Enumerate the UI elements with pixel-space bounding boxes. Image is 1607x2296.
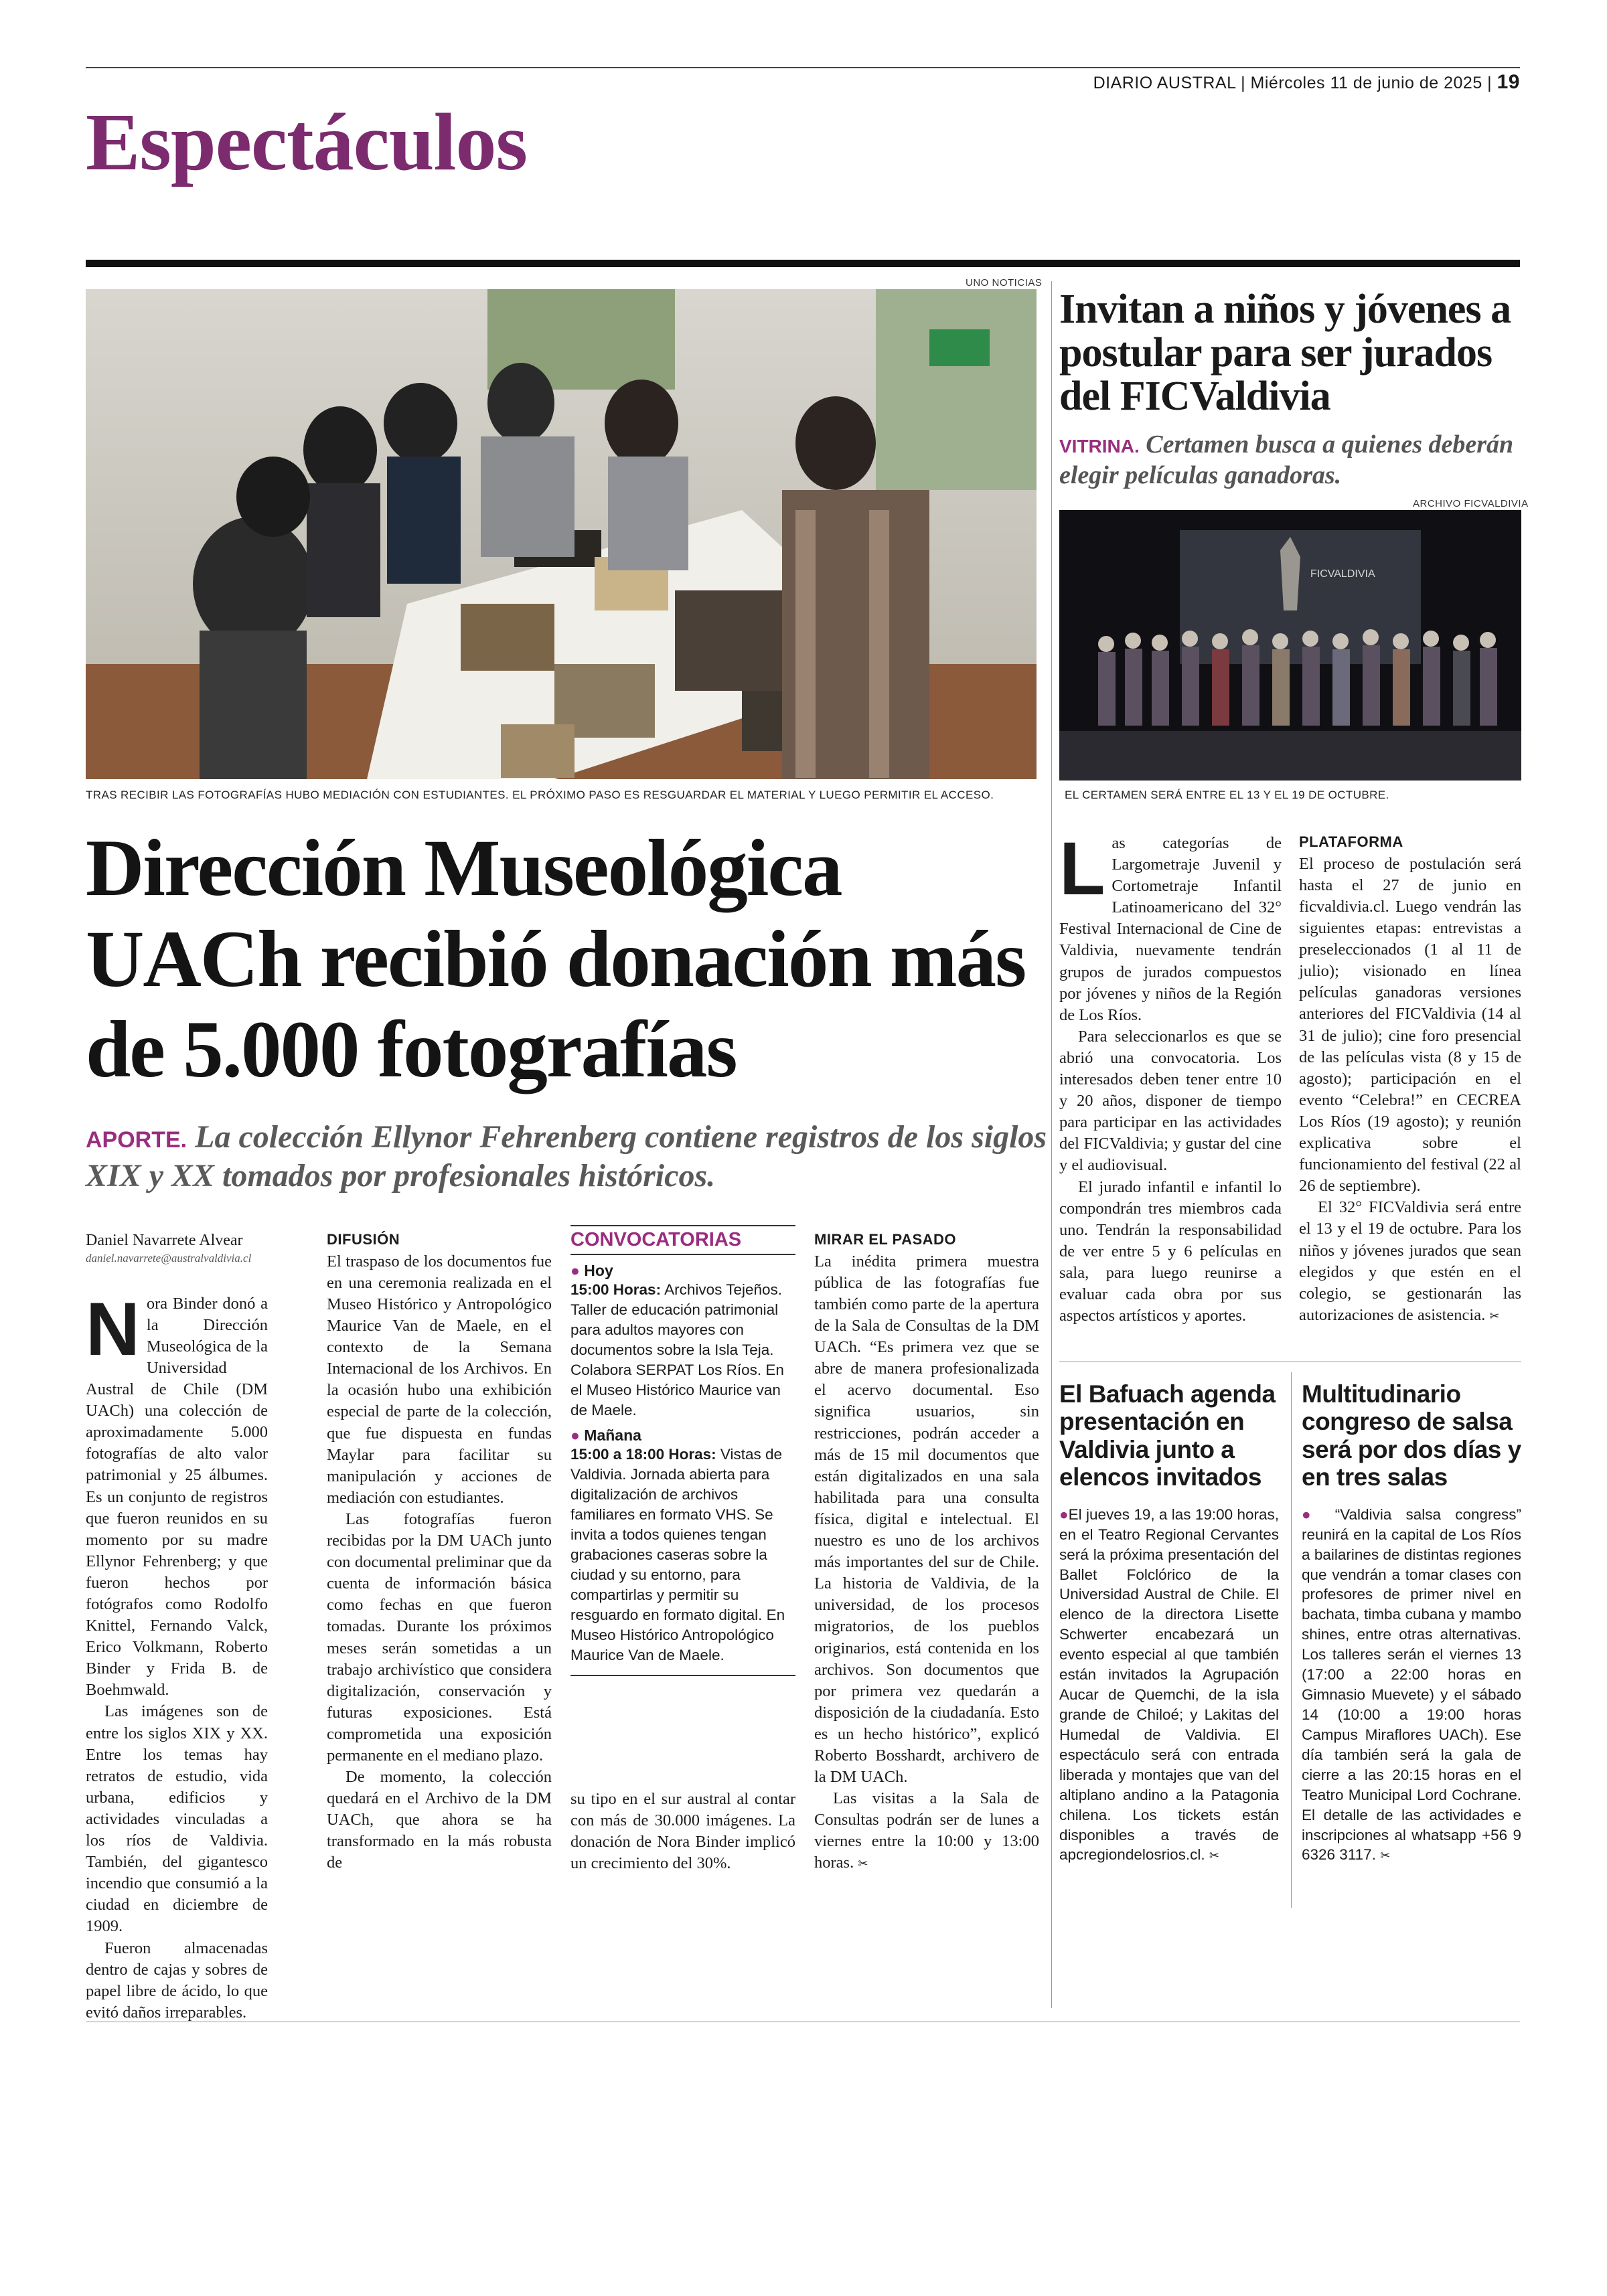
convocatorias-title: CONVOCATORIAS (570, 1225, 795, 1255)
fic-headline: Invitan a niños y jóvenes a postular para ser jurados del FICValdivia (1059, 286, 1511, 420)
main-headline: Dirección Museológica UACh recibió donación más de 5.000 fotografías (86, 823, 1026, 1095)
conv-day-tomorrow: ● Mañana (570, 1426, 641, 1445)
fic-deck: VITRINA. Certamen busca a quienes deberán elegir películas ganadoras. (1059, 430, 1514, 489)
main-lead-paragraph: Nora Binder donó a la Dirección Museológica de la Universidad Austral de Chile (DM UACh) una colección de aproximadamente 5.000 fotografías de alto valor patrimonial y 25 álbumes. Es un conjunto de registros que fueron reunidos en su momento por su madre Ellynor Fehrenberg; y que fueron hechos por fotógrafos como Rodolfo Knittel, Fernando Valck, Erico Volkmann, Roberto Binder y Frida B. de Boehmwald. (86, 1287, 268, 1700)
fic-paragraph-5: El 32° FICValdivia será entre el 13 y el 19 de octubre. Para los niños y jóvenes jurados que sean elegidos y que estén en el colegio, se gestionarán las autorizaciones de asistencia. ✂ (1299, 1198, 1521, 1324)
salsa-end-mark-icon: ✂ (1380, 1849, 1391, 1864)
author-email: daniel.navarrete@australvaldivia.cl (86, 1252, 252, 1265)
main-paragraph-8: La inédita primera muestra pública de las fotografías fue también como parte de la apertura de la Sala de Consultas de la DM UACh. “Es primera vez que se abre de manera profesionalizada el acervo documental. Eso significa usuarios, sin restricciones, podrán acceder a más de 15 mil documentos que están digitalizados en una sala habilitada para una consulta física, digital e intelectual. El nuestro es uno de los archivos más importantes del sur de Chile. La historia de Valdivia, de la universidad, de los procesos migratorios, de los pueblos originarios, está contenida en los archivos. Son documentos que por primera vez quedarán a disposición de la ciudadanía. Esto es un hecho histórico”, explicó Roberto Bosshardt, archivero de la DM UACh. (814, 1252, 1039, 1787)
main-paragraph-2: Las imágenes son de entre los siglos XIX y XX. Entre los temas hay retratos de estudio, vida urbana, edificios y actividades vinculadas a los ríos de Valdivia. También, del gigantesco incendio que consumió a la ciudad en diciembre de 1909. (86, 1702, 268, 1936)
section-title: Espectáculos (86, 97, 527, 187)
fic-paragraph-3: El jurado infantil e infantil lo compondrán tres miembros cada uno. Tendrán la responsabilidad de ver entre 5 y 6 películas en sala, para luego reunirse a evaluar cada obra por sus aspectos artísticos y aportes. (1059, 1177, 1282, 1325)
subhead-plataforma: PLATAFORMA (1299, 833, 1403, 850)
main-deck (86, 1118, 1050, 1195)
fic-paragraph-4: El proceso de postulación será hasta el 27 de junio en ficvaldivia.cl. Luego vendrán las siguientes etapas: entrevistas a preseleccionados (1 al 11 de julio); visionado en línea películas ganadoras versiones anteriores del FICValdivia (14 al 31 de julio); cine foro presencial de las películas vista (8 y 15 de agosto); participación en el evento “Celebra!” en CECREA Los Ríos (19 agosto); y reunión explicativa sobre el funcionamiento del festival (22 al 26 de septiembre). (1299, 854, 1521, 1196)
fic-dropcap: L (1059, 827, 1105, 910)
conv-event-2: 15:00 a 18:00 Horas: Vistas de Valdivia. Jornada abierta para digitalización de archivos familiares en formato VHS. Se invita a todos quienes tengan grabaciones caseras sobre la ciudad y su entorno, para compartirlas y permitir su resguardo en formato digital. En Museo Histórico Antropológico Maurice Van de Maele. (570, 1446, 785, 1663)
fic-kicker: VITRINA. (1059, 436, 1140, 457)
salsa-text: ● “Valdivia salsa congress” reunirá en la capital de Los Ríos a bailarines de distintas regiones que vendrán a tomar clases con profesores de primer nivel en bachata, timba cubana y mambo shines, entre otras alternativas. Los talleres serán el viernes 13 (17:00 a 22:00 horas en Gimnasio Muevete) y el sábado 14 (10:00 a 19:00 horas Campus Miraflores UACh). Ese día también será la gala de cierre a las 20:15 horas en el Teatro Municipal Lord Cochrane. El detalle de las actividades e inscripciones al whatsapp +56 9 6326 3117. ✂ (1302, 1505, 1522, 1864)
fic-column-1 (1059, 827, 1282, 1327)
main-paragraph-6: De momento, la colección quedará en el Archivo de la DM UACh, que ahora se ha transformado en la más robusta de (327, 1768, 552, 1872)
convocatorias-box (570, 1225, 795, 1676)
bafuach-brief (1059, 1380, 1279, 1865)
conv-event-1: 15:00 Horas: Archivos Tejeños. Taller de educación patrimonial para adultos mayores con documentos sobre la Isla Teja. Colabora SERPAT Los Ríos. En el Museo Histórico Maurice van de Maele. (570, 1281, 784, 1418)
main-paragraph-5: Las fotografías fueron recibidas por la DM UACh junto con documental preliminar que da cuenta de información básica como fechas en que fueron tomadas. Durante los próximos meses serán sometidas a un trabajo archivístico que considera digitalización, conservación y futuras exposiciones. Está comprometida una exposición permanente en el mediano plazo. (327, 1509, 552, 1765)
main-paragraph-4: El traspaso de los documentos fue en una ceremonia realizada en el Museo Histórico y Antropológico Maurice Van de Maele, en el contexto de la Semana Internacional de los Archivos. En la ocasión hubo una exhibición especial de parte de la colección, que fue dispuesta en fundas Maylar para facilitar su manipulación y acciones de mediación con estudiantes. (327, 1252, 552, 1507)
bafuach-end-mark-icon: ✂ (1209, 1849, 1219, 1864)
bafuach-text: ●El jueves 19, a las 19:00 horas, en el Teatro Regional Cervantes será la próxima presentación del Ballet Folclórico de la Universidad Austral de Chile. El elenco de la directora Lisette Schwerter encabezará un evento especial al que también están invitados la Agrupación Aucar de Quemchi, de la isla grande de Chiloé; y Lakitas del Humedal de Valdivia. El espectáculo será con entrada liberada y montajes que van del altiplano andino a la Patagonia chilena. Los tickets están disponibles a través de apcregiondelosrios.cl. ✂ (1059, 1505, 1279, 1864)
main-paragraph-9: Las visitas a la Sala de Consultas podrán ser de lunes a viernes entre la 10:00 y 13:00 horas. ✂ (814, 1789, 1039, 1872)
subhead-mirar: MIRAR EL PASADO (814, 1231, 957, 1248)
masthead: DIARIO AUSTRAL | Miércoles 11 de junio de 2025 | 19 (1093, 71, 1520, 93)
fic-column-2 (1299, 833, 1521, 1326)
students-archive-photo (86, 289, 1037, 779)
main-photo (86, 289, 1037, 779)
main-paragraph-3: Fueron almacenadas dentro de cajas y sobres de papel libre de ácido, lo que evitó daños irreparables. (86, 1939, 268, 2022)
fic-photo-caption: EL CERTAMEN SERÁ ENTRE EL 13 Y EL 19 DE OCTUBRE. (1065, 789, 1389, 801)
main-deck-text: La colección Ellynor Fehrenberg contiene registros de los siglos XIX y XX tomados por profesionales históricos. (86, 1119, 1047, 1194)
byline: Daniel Navarrete Alvear (86, 1232, 243, 1249)
main-kicker: APORTE. (86, 1127, 187, 1153)
main-column-2 (327, 1230, 552, 1874)
salsa-brief (1302, 1380, 1521, 1865)
fic-photo-credit: ARCHIVO FICVALDIVIA (1413, 498, 1529, 509)
main-column-4 (814, 1230, 1039, 1874)
column-divider (1051, 281, 1052, 2008)
bafuach-headline: El Bafuach agenda presentación en Valdivia junto a elencos invitados (1059, 1380, 1276, 1491)
conv-day-today: ● Hoy (570, 1262, 613, 1279)
dropcap: N (86, 1287, 140, 1371)
main-paragraph-7: su tipo en el sur austral al contar con más de 30.000 imágenes. La donación de Nora Binder implicó un crecimiento del 30%. (570, 1790, 795, 1873)
end-mark-icon: ✂ (858, 1857, 868, 1872)
fic-paragraph-2: Para seleccionarlos es que se abrió una convocatoria. Los interesados deben tener entre 10 y 20 años, disponer de tiempo para participar en las actividades del FICValdivia; y gustar del cine y el audiovisual. (1059, 1027, 1282, 1175)
fic-photo (1059, 510, 1521, 781)
salsa-headline: Multitudinario congreso de salsa será por dos días y en tres salas (1302, 1380, 1521, 1491)
briefs-divider (1291, 1372, 1292, 1908)
screen-title: FICVALDIVIA (1310, 568, 1375, 580)
subhead-difusion: DIFUSIÓN (327, 1231, 400, 1248)
section-rule (86, 260, 1520, 267)
photo-credit: UNO NOTICIAS (966, 277, 1043, 289)
main-column-1 (86, 1230, 268, 2024)
fic-end-mark-icon: ✂ (1489, 1309, 1500, 1323)
fic-lead-paragraph: Las categorías de Largometraje Juvenil y Cortometraje Infantil Latinoamericano del 32° Festival Internacional de Cine de Valdivia, nuevamente tendrán grupos de jurados compuestos por jóvenes y niños de la Región de Los Ríos. (1059, 827, 1282, 1024)
top-rule (86, 67, 1520, 68)
main-photo-caption: TRAS RECIBIR LAS FOTOGRAFÍAS HUBO MEDIACIÓN CON ESTUDIANTES. EL PRÓXIMO PASO ES RESGUARDAR EL MATERIAL Y LUEGO PERMITIR EL ACCESO. (86, 789, 994, 801)
conv-bottom-rule (570, 1675, 795, 1676)
main-column-3 (570, 1789, 795, 1874)
jury-group-photo (1059, 510, 1521, 781)
